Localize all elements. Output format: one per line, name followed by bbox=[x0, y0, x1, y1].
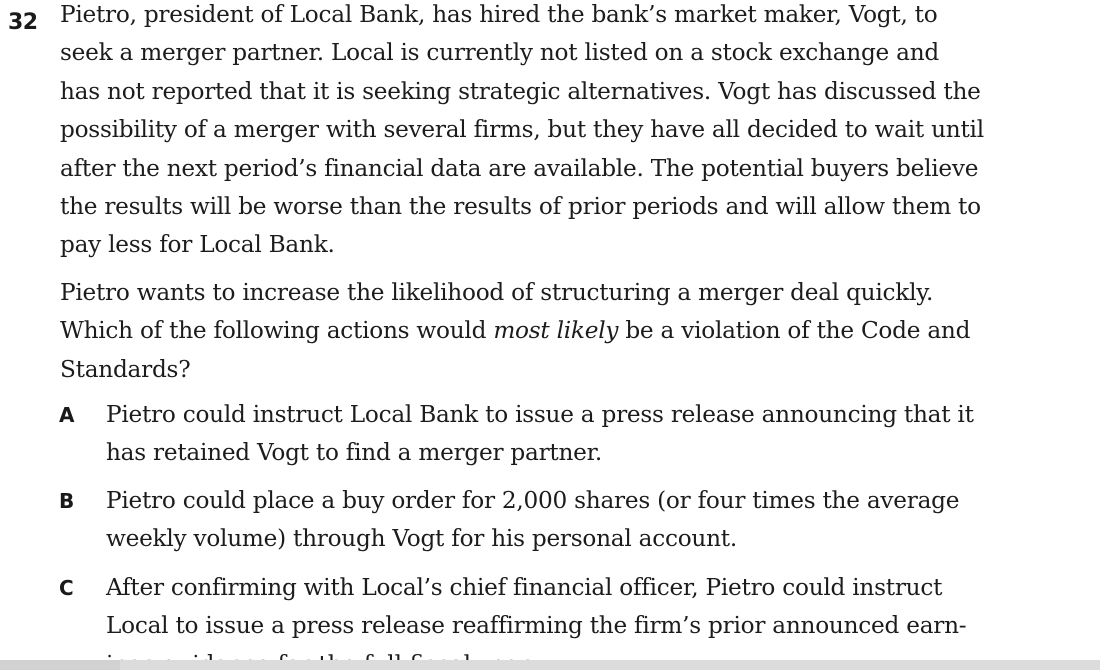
question-stem bbox=[60, 0, 1094, 265]
bottom-scroll-strip bbox=[0, 660, 1100, 670]
question-number: 32 bbox=[8, 10, 38, 35]
option-a-letter: A bbox=[59, 403, 75, 427]
stem-line: Pietro, president of Local Bank, has hired the bank’s market maker, Vogt, to bbox=[60, 1, 938, 28]
prompt-emphasis: most likely bbox=[493, 317, 619, 345]
prompt-line bbox=[60, 312, 1094, 350]
option-line: Pietro could instruct Local Bank to issue a press release announcing that it bbox=[106, 401, 974, 428]
question-prompt bbox=[60, 274, 1094, 389]
stem-line: possibility of a merger with several firms, but they have all decided to wait until bbox=[60, 116, 984, 144]
option-c-text bbox=[106, 569, 1096, 646]
bottom-scroll-strip-segment bbox=[0, 660, 120, 670]
prompt-line: Standards? bbox=[60, 355, 191, 383]
stem-line: pay less for Local Bank. bbox=[60, 231, 335, 259]
stem-line: the results will be worse than the results of prior periods and will allow them to bbox=[60, 193, 981, 221]
option-line: Local to issue a press release reaffirming the firm’s prior announced earn- bbox=[106, 612, 967, 640]
option-line: has retained Vogt to find a merger partner. bbox=[106, 439, 603, 467]
stem-line: has not reported that it is seeking strategic alternatives. Vogt has discussed the bbox=[60, 77, 981, 105]
prompt-line: Pietro wants to increase the likelihood of structuring a merger deal quickly. bbox=[60, 279, 934, 306]
option-b-letter: B bbox=[59, 489, 75, 513]
option-line: weekly volume) through Vogt for his personal account. bbox=[106, 525, 737, 553]
option-line: After confirming with Local’s chief financial officer, Pietro could instruct bbox=[106, 574, 943, 601]
option-a-text bbox=[106, 396, 1096, 473]
option-b-text bbox=[106, 482, 1096, 559]
stem-line: after the next period’s financial data are available. The potential buyers believe bbox=[60, 154, 979, 182]
option-line: Pietro could place a buy order for 2,000 shares (or four times the average bbox=[106, 487, 960, 514]
stem-line: seek a merger partner. Local is currently not listed on a stock exchange and bbox=[60, 39, 939, 67]
prompt-text: Which of the following actions would bbox=[60, 317, 494, 345]
option-c-letter: C bbox=[59, 576, 74, 600]
prompt-text: be a violation of the Code and bbox=[618, 317, 971, 345]
